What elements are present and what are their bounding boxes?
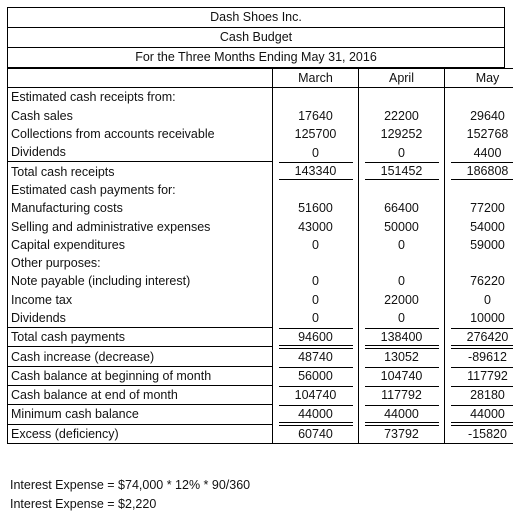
- row-label: Estimated cash payments for:: [8, 181, 273, 199]
- company-name: Dash Shoes Inc.: [7, 7, 505, 27]
- row-value-text: 0: [398, 237, 405, 252]
- row-value-text: 129252: [380, 127, 423, 142]
- row-value: [445, 217, 513, 235]
- table-row: [8, 236, 513, 254]
- row-value: [445, 88, 513, 107]
- row-value-text: 0: [398, 274, 405, 289]
- row-value: [445, 424, 513, 443]
- row-value-text: 28180: [451, 386, 513, 403]
- row-value: [359, 386, 445, 405]
- row-value: [359, 125, 445, 143]
- row-value-text: 104740: [279, 386, 353, 403]
- table-row: [8, 107, 513, 125]
- row-value-text: 60740: [279, 425, 353, 442]
- row-value-text: 0: [312, 145, 319, 160]
- row-value-text: 0: [312, 311, 319, 326]
- row-value-text: 186808: [451, 162, 513, 180]
- row-value: [359, 88, 445, 107]
- row-value: [273, 291, 359, 309]
- row-value: [359, 107, 445, 125]
- row-value: [445, 125, 513, 143]
- row-value: [273, 107, 359, 125]
- row-value: [273, 181, 359, 199]
- row-value: [273, 143, 359, 162]
- table-row: [8, 254, 513, 272]
- row-value-text: 4400: [473, 145, 502, 160]
- report-period: For the Three Months Ending May 31, 2016: [7, 47, 505, 68]
- row-value: [445, 107, 513, 125]
- table-row: [8, 424, 513, 443]
- row-value: [359, 181, 445, 199]
- row-value-text: 48740: [279, 348, 353, 365]
- table-row: [8, 217, 513, 235]
- table-row: [8, 181, 513, 199]
- row-value-text: 104740: [365, 367, 439, 384]
- row-label: Estimated cash receipts from:: [8, 88, 273, 107]
- row-value: [445, 181, 513, 199]
- row-value: [359, 309, 445, 328]
- row-value: [273, 309, 359, 328]
- row-label: Total cash payments: [8, 328, 273, 347]
- row-label: Income tax: [8, 291, 273, 309]
- interest-notes: [10, 476, 250, 514]
- row-value-text: 117792: [451, 367, 513, 384]
- row-label: Selling and administrative expenses: [8, 217, 273, 235]
- table-row: [8, 162, 513, 181]
- row-value-text: 22000: [384, 292, 419, 307]
- row-value: [273, 88, 359, 107]
- row-value-text: 0: [484, 292, 491, 307]
- table-row: [8, 366, 513, 385]
- row-value-text: 17640: [298, 108, 333, 123]
- row-label: Note payable (including interest): [8, 272, 273, 290]
- row-value: [359, 366, 445, 385]
- row-value-text: 56000: [279, 367, 353, 384]
- row-value: [273, 162, 359, 181]
- row-value: [445, 405, 513, 424]
- row-value-text: 43000: [298, 219, 333, 234]
- row-value-text: 13052: [365, 348, 439, 365]
- row-value: [273, 272, 359, 290]
- row-value-text: 143340: [279, 162, 353, 180]
- row-value-text: 44000: [451, 405, 513, 423]
- row-value-text: 73792: [365, 425, 439, 442]
- column-header-row: [8, 69, 513, 88]
- row-value: [445, 328, 513, 347]
- interest-note: Interest Expense = $74,000 * 12% * 90/360: [10, 478, 251, 492]
- row-label: Total cash receipts: [8, 162, 273, 181]
- table-row: [8, 347, 513, 366]
- row-label: Other purposes:: [8, 254, 273, 272]
- row-value-text: 0: [312, 274, 319, 289]
- row-value-text: 138400: [365, 328, 439, 346]
- header-blank: [8, 69, 273, 88]
- row-label: Cash balance at beginning of month: [8, 366, 273, 385]
- row-value-text: 0: [398, 311, 405, 326]
- row-label: Cash increase (decrease): [8, 347, 273, 366]
- row-value-text: 50000: [384, 219, 419, 234]
- row-value: [445, 309, 513, 328]
- table-row: [8, 405, 513, 424]
- row-value-text: 59000: [470, 237, 505, 252]
- row-label: Dividends: [8, 143, 273, 162]
- row-value: [359, 272, 445, 290]
- row-value: [445, 386, 513, 405]
- row-value-text: 22200: [384, 108, 419, 123]
- table-row: [8, 272, 513, 290]
- table-row: [8, 143, 513, 162]
- row-value: [359, 162, 445, 181]
- row-value: [273, 217, 359, 235]
- table-row: [8, 88, 513, 107]
- row-value-text: 152768: [466, 127, 509, 142]
- row-value: [359, 328, 445, 347]
- row-value: [359, 347, 445, 366]
- row-value: [359, 405, 445, 424]
- row-value-text: 125700: [294, 127, 337, 142]
- table-row: [8, 125, 513, 143]
- row-value: [273, 199, 359, 217]
- row-value: [445, 291, 513, 309]
- row-value: [359, 291, 445, 309]
- row-value: [445, 199, 513, 217]
- row-value: [273, 328, 359, 347]
- row-label: Excess (deficiency): [8, 424, 273, 443]
- table-row: [8, 328, 513, 347]
- table-body: [8, 88, 513, 444]
- row-value-text: 77200: [470, 201, 505, 216]
- row-value-text: 117792: [365, 386, 439, 403]
- row-value: [273, 405, 359, 424]
- interest-note: Interest Expense = $2,220: [10, 497, 157, 511]
- table-row: [8, 309, 513, 328]
- row-value-text: 0: [312, 237, 319, 252]
- row-value: [273, 366, 359, 385]
- row-value: [445, 347, 513, 366]
- row-value: [445, 236, 513, 254]
- row-value: [445, 272, 513, 290]
- row-label: Capital expenditures: [8, 236, 273, 254]
- row-value-text: -89612: [451, 348, 513, 365]
- table-row: [8, 199, 513, 217]
- report-title: Cash Budget: [7, 27, 505, 47]
- row-value-text: 44000: [279, 405, 353, 423]
- row-value-text: 51600: [298, 201, 333, 216]
- row-value: [359, 254, 445, 272]
- row-label: Dividends: [8, 309, 273, 328]
- row-value: [273, 254, 359, 272]
- row-label: Cash sales: [8, 107, 273, 125]
- row-value: [359, 143, 445, 162]
- row-value: [445, 254, 513, 272]
- row-value-text: 0: [312, 292, 319, 307]
- row-value-text: 94600: [279, 328, 353, 346]
- row-value: [273, 236, 359, 254]
- row-label: Minimum cash balance: [8, 405, 273, 424]
- row-value: [445, 366, 513, 385]
- cash-budget-sheet: [7, 7, 509, 444]
- cash-budget-table: [7, 68, 513, 444]
- column-header-april: April: [359, 69, 445, 88]
- row-value: [273, 424, 359, 443]
- row-value: [273, 347, 359, 366]
- row-value-text: -15820: [451, 425, 513, 442]
- row-value-text: 151452: [365, 162, 439, 180]
- row-value: [445, 162, 513, 181]
- row-value: [273, 386, 359, 405]
- row-value: [445, 143, 513, 162]
- row-value: [359, 236, 445, 254]
- column-header-march: March: [273, 69, 359, 88]
- row-value-text: 10000: [470, 311, 505, 326]
- row-value: [359, 424, 445, 443]
- row-value-text: 276420: [451, 328, 513, 346]
- table-row: [8, 386, 513, 405]
- row-value-text: 66400: [384, 201, 419, 216]
- row-value: [359, 199, 445, 217]
- row-value-text: 29640: [470, 108, 505, 123]
- row-label: Manufacturing costs: [8, 199, 273, 217]
- table-row: [8, 291, 513, 309]
- column-header-may: May: [445, 69, 513, 88]
- row-value: [359, 217, 445, 235]
- row-value-text: 54000: [470, 219, 505, 234]
- row-value: [273, 125, 359, 143]
- row-label: Cash balance at end of month: [8, 386, 273, 405]
- row-value-text: 44000: [365, 405, 439, 423]
- row-value-text: 0: [398, 145, 405, 160]
- row-label: Collections from accounts receivable: [8, 125, 273, 143]
- row-value-text: 76220: [470, 274, 505, 289]
